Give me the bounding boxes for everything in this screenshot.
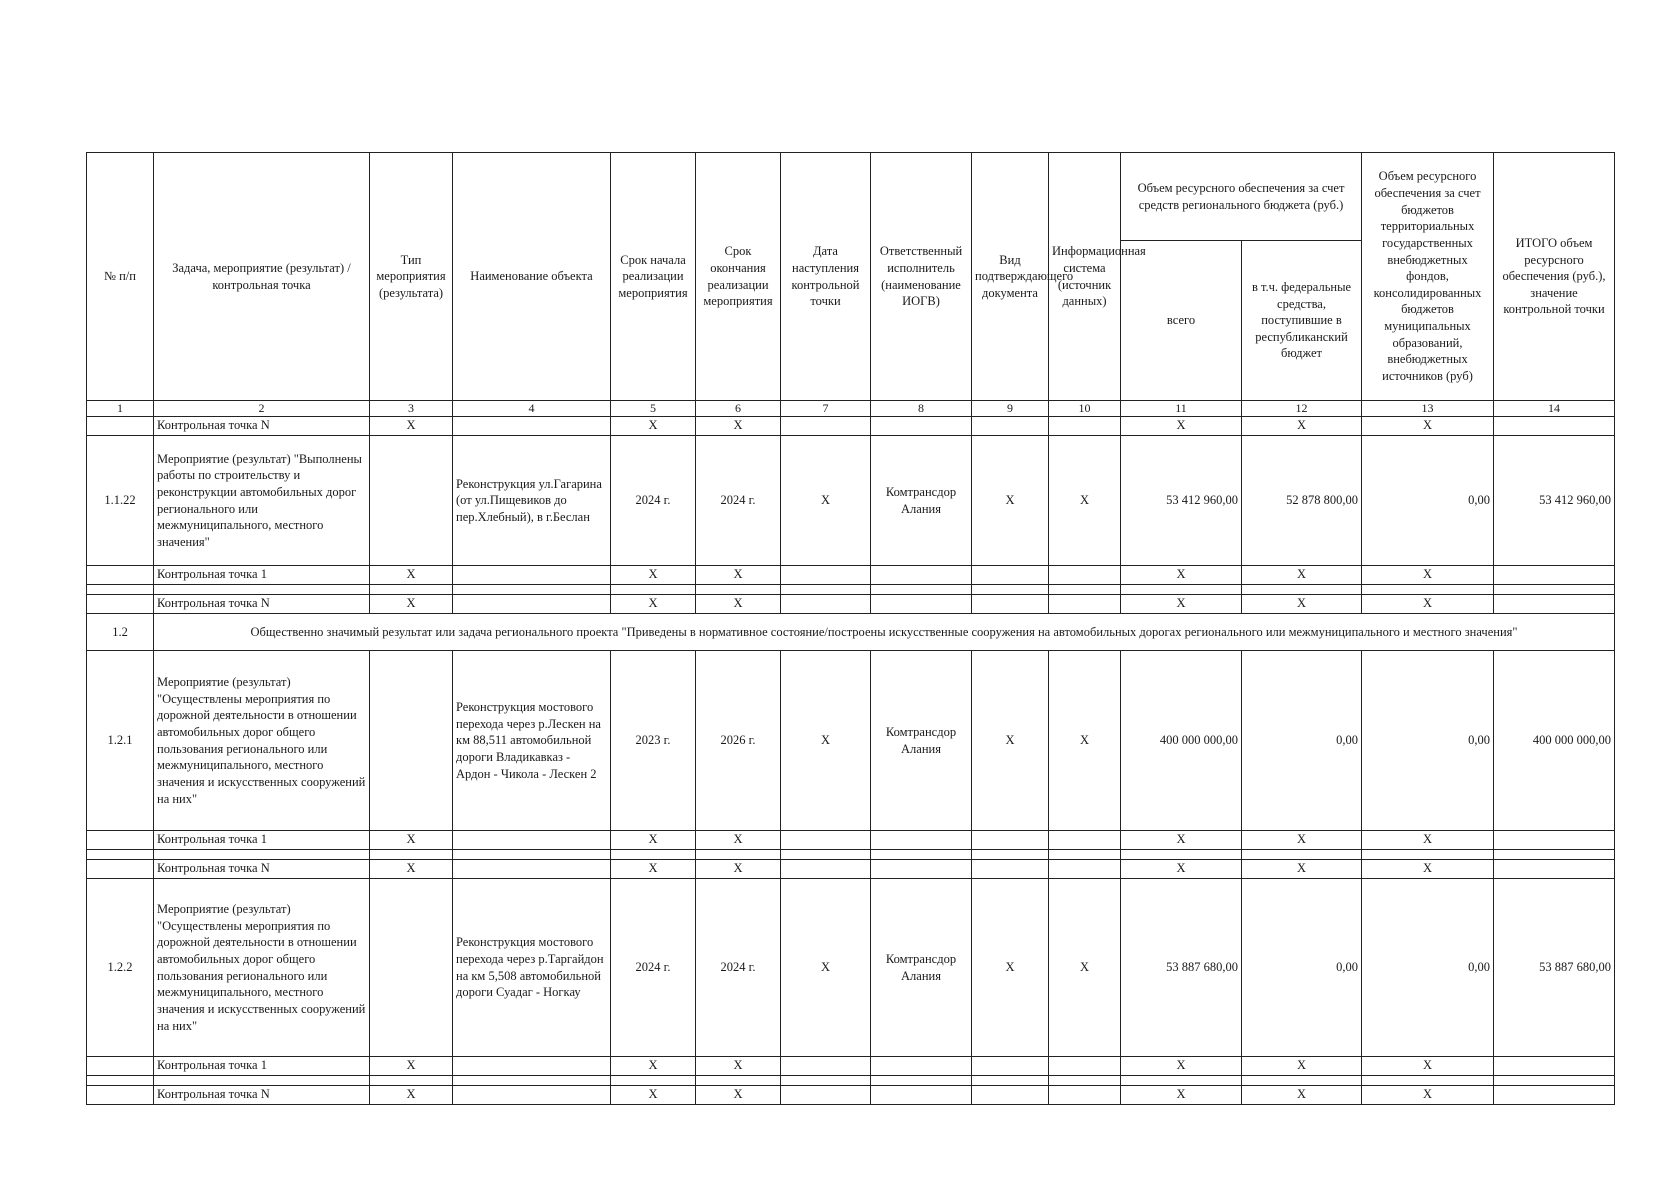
x-mark: X bbox=[1362, 860, 1494, 879]
control-point-label: Контрольная точка N bbox=[154, 595, 370, 614]
header-col3: Тип мероприятия (результата) bbox=[370, 153, 453, 401]
control-point-label: Контрольная точка N bbox=[154, 860, 370, 879]
empty-cell bbox=[1049, 1086, 1121, 1105]
itogo-amount: 53 887 680,00 bbox=[1494, 879, 1615, 1057]
empty-cell bbox=[1049, 1057, 1121, 1076]
control-point-row bbox=[87, 1086, 1615, 1105]
x-mark: X bbox=[370, 1057, 453, 1076]
empty-cell bbox=[370, 879, 453, 1057]
control-point-label: Контрольная точка N bbox=[154, 1086, 370, 1105]
col-number: 9 bbox=[972, 401, 1049, 417]
col-number: 7 bbox=[781, 401, 871, 417]
x-mark: X bbox=[611, 595, 696, 614]
empty-cell bbox=[370, 436, 453, 566]
empty-cell bbox=[1494, 1086, 1615, 1105]
empty-cell bbox=[1049, 595, 1121, 614]
other-amount: 0,00 bbox=[1362, 651, 1494, 831]
x-mark: X bbox=[696, 595, 781, 614]
empty-cell bbox=[1494, 860, 1615, 879]
col-number: 6 bbox=[696, 401, 781, 417]
empty-cell bbox=[781, 1057, 871, 1076]
object-name: Реконструкция мостового перехода через р.Лескен на км 88,511 автомобильной дороги Владикавказ - Ардон - Чикола - Лескен 2 bbox=[453, 651, 611, 831]
header-col4: Наименование объекта bbox=[453, 153, 611, 401]
empty-cell bbox=[1494, 417, 1615, 436]
empty-cell bbox=[972, 417, 1049, 436]
control-point-label: Контрольная точка 1 bbox=[154, 566, 370, 585]
empty-cell bbox=[453, 566, 611, 585]
control-point-row bbox=[87, 1057, 1615, 1076]
x-mark: X bbox=[1242, 1086, 1362, 1105]
section-number: 1.2 bbox=[87, 614, 154, 651]
x-mark: X bbox=[611, 1086, 696, 1105]
empty-cell bbox=[453, 1086, 611, 1105]
x-mark: X bbox=[781, 436, 871, 566]
x-mark: X bbox=[1049, 436, 1121, 566]
col-number: 8 bbox=[871, 401, 972, 417]
control-point-row bbox=[87, 860, 1615, 879]
empty-cell bbox=[1049, 417, 1121, 436]
control-point-label: Контрольная точка 1 bbox=[154, 1057, 370, 1076]
spacer-row bbox=[87, 585, 1615, 595]
empty-cell bbox=[972, 595, 1049, 614]
empty-cell bbox=[87, 566, 154, 585]
header-col12: в т.ч. федеральные средства, поступившие в республиканский бюджет bbox=[1242, 241, 1362, 401]
x-mark: X bbox=[1242, 595, 1362, 614]
header-col1: № п/п bbox=[87, 153, 154, 401]
total-amount: 400 000 000,00 bbox=[1121, 651, 1242, 831]
federal-amount: 0,00 bbox=[1242, 651, 1362, 831]
empty-cell bbox=[871, 831, 972, 850]
empty-cell bbox=[972, 860, 1049, 879]
header-col13: Объем ресурсного обеспечения за счет бюджетов территориальных государственных внебюджетных фондов, консолидированных бюджетов муниципальных образований, внебюджетных источников (руб) bbox=[1362, 153, 1494, 401]
x-mark: X bbox=[696, 860, 781, 879]
x-mark: X bbox=[1242, 1057, 1362, 1076]
empty-cell bbox=[87, 595, 154, 614]
task-text: Мероприятие (результат) "Осуществлены мероприятия по дорожной деятельности в отношении автомобильных дорог общего пользования регионального или межмуниципального, местного значения и искусственных сооружений на них" bbox=[154, 879, 370, 1057]
x-mark: X bbox=[696, 417, 781, 436]
resource-table bbox=[86, 152, 1615, 1105]
x-mark: X bbox=[1242, 831, 1362, 850]
x-mark: X bbox=[972, 651, 1049, 831]
row-number: 1.1.22 bbox=[87, 436, 154, 566]
control-point-row bbox=[87, 566, 1615, 585]
control-point-label: Контрольная точка N bbox=[154, 417, 370, 436]
column-number-row bbox=[87, 401, 1615, 417]
x-mark: X bbox=[1362, 1086, 1494, 1105]
x-mark: X bbox=[696, 566, 781, 585]
x-mark: X bbox=[1121, 595, 1242, 614]
empty-cell bbox=[781, 860, 871, 879]
x-mark: X bbox=[370, 860, 453, 879]
empty-cell bbox=[1049, 566, 1121, 585]
empty-cell bbox=[453, 595, 611, 614]
empty-cell bbox=[1049, 860, 1121, 879]
x-mark: X bbox=[972, 436, 1049, 566]
col-number: 14 bbox=[1494, 401, 1615, 417]
control-point-row bbox=[87, 417, 1615, 436]
control-point-label: Контрольная точка 1 bbox=[154, 831, 370, 850]
empty-cell bbox=[453, 1057, 611, 1076]
federal-amount: 52 878 800,00 bbox=[1242, 436, 1362, 566]
end-date: 2024 г. bbox=[696, 436, 781, 566]
header-col8: Ответственный исполнитель (наименование ИОГВ) bbox=[871, 153, 972, 401]
x-mark: X bbox=[1362, 417, 1494, 436]
x-mark: X bbox=[1242, 566, 1362, 585]
empty-cell bbox=[1494, 566, 1615, 585]
table-row bbox=[87, 436, 1615, 566]
other-amount: 0,00 bbox=[1362, 436, 1494, 566]
other-amount: 0,00 bbox=[1362, 879, 1494, 1057]
empty-cell bbox=[781, 417, 871, 436]
federal-amount: 0,00 bbox=[1242, 879, 1362, 1057]
table-row bbox=[87, 879, 1615, 1057]
section-title: Общественно значимый результат или задача регионального проекта "Приведены в нормативное состояние/построены искусственные сооружения на автомобильных дорогах регионального или межмуниципального и местного значения" bbox=[154, 614, 1615, 651]
x-mark: X bbox=[781, 651, 871, 831]
x-mark: X bbox=[1242, 860, 1362, 879]
empty-cell bbox=[781, 595, 871, 614]
header-col14: ИТОГО объем ресурсного обеспечения (руб.), значение контрольной точки bbox=[1494, 153, 1615, 401]
executor: Комтрансдор Алания bbox=[871, 436, 972, 566]
header-col10: Информационная система (источник данных) bbox=[1049, 153, 1121, 401]
empty-cell bbox=[87, 1057, 154, 1076]
empty-cell bbox=[781, 831, 871, 850]
x-mark: X bbox=[611, 860, 696, 879]
executor: Комтрансдор Алания bbox=[871, 879, 972, 1057]
x-mark: X bbox=[370, 417, 453, 436]
task-text: Мероприятие (результат) "Осуществлены мероприятия по дорожной деятельности в отношении автомобильных дорог общего пользования регионального или межмуниципального, местного значения и искусственных сооружений на них" bbox=[154, 651, 370, 831]
col-number: 10 bbox=[1049, 401, 1121, 417]
row-number: 1.2.2 bbox=[87, 879, 154, 1057]
x-mark: X bbox=[370, 595, 453, 614]
start-date: 2024 г. bbox=[611, 879, 696, 1057]
empty-cell bbox=[781, 1086, 871, 1105]
col-number: 11 bbox=[1121, 401, 1242, 417]
object-name: Реконструкция мостового перехода через р.Таргайдон на км 5,508 автомобильной дороги Суадаг - Ногкау bbox=[453, 879, 611, 1057]
header-col2: Задача, мероприятие (результат) / контрольная точка bbox=[154, 153, 370, 401]
col-number: 4 bbox=[453, 401, 611, 417]
x-mark: X bbox=[1121, 566, 1242, 585]
x-mark: X bbox=[611, 831, 696, 850]
x-mark: X bbox=[1242, 417, 1362, 436]
col-number: 1 bbox=[87, 401, 154, 417]
x-mark: X bbox=[781, 879, 871, 1057]
x-mark: X bbox=[1121, 860, 1242, 879]
total-amount: 53 887 680,00 bbox=[1121, 879, 1242, 1057]
col-number: 2 bbox=[154, 401, 370, 417]
start-date: 2023 г. bbox=[611, 651, 696, 831]
spacer-row bbox=[87, 1076, 1615, 1086]
empty-cell bbox=[972, 831, 1049, 850]
empty-cell bbox=[87, 860, 154, 879]
object-name: Реконструкция ул.Гагарина (от ул.Пищевиков до пер.Хлебный), в г.Беслан bbox=[453, 436, 611, 566]
section-row bbox=[87, 614, 1615, 651]
col-number: 13 bbox=[1362, 401, 1494, 417]
x-mark: X bbox=[1362, 831, 1494, 850]
x-mark: X bbox=[611, 417, 696, 436]
start-date: 2024 г. bbox=[611, 436, 696, 566]
x-mark: X bbox=[696, 831, 781, 850]
x-mark: X bbox=[1362, 566, 1494, 585]
empty-cell bbox=[871, 595, 972, 614]
col-number: 5 bbox=[611, 401, 696, 417]
empty-cell bbox=[370, 651, 453, 831]
empty-cell bbox=[871, 1086, 972, 1105]
empty-cell bbox=[871, 566, 972, 585]
row-number: 1.2.1 bbox=[87, 651, 154, 831]
col-number: 12 bbox=[1242, 401, 1362, 417]
x-mark: X bbox=[1121, 1057, 1242, 1076]
header-col9: Вид подтверждающего документа bbox=[972, 153, 1049, 401]
x-mark: X bbox=[370, 1086, 453, 1105]
x-mark: X bbox=[696, 1057, 781, 1076]
empty-cell bbox=[453, 860, 611, 879]
x-mark: X bbox=[1121, 1086, 1242, 1105]
itogo-amount: 53 412 960,00 bbox=[1494, 436, 1615, 566]
col-number: 3 bbox=[370, 401, 453, 417]
empty-cell bbox=[871, 1057, 972, 1076]
x-mark: X bbox=[1362, 1057, 1494, 1076]
empty-cell bbox=[453, 417, 611, 436]
x-mark: X bbox=[1121, 417, 1242, 436]
spacer-row bbox=[87, 850, 1615, 860]
itogo-amount: 400 000 000,00 bbox=[1494, 651, 1615, 831]
header-group-regional: Объем ресурсного обеспечения за счет средств регионального бюджета (руб.) bbox=[1121, 153, 1362, 241]
x-mark: X bbox=[1362, 595, 1494, 614]
header-col11: всего bbox=[1121, 241, 1242, 401]
x-mark: X bbox=[972, 879, 1049, 1057]
x-mark: X bbox=[370, 831, 453, 850]
control-point-row bbox=[87, 595, 1615, 614]
x-mark: X bbox=[370, 566, 453, 585]
header-row bbox=[87, 153, 1615, 241]
empty-cell bbox=[972, 1057, 1049, 1076]
empty-cell bbox=[871, 417, 972, 436]
x-mark: X bbox=[1049, 879, 1121, 1057]
empty-cell bbox=[453, 831, 611, 850]
task-text: Мероприятие (результат) "Выполнены работы по строительству и реконструкции автомобильных дорог регионального или межмуниципального, местного значения" bbox=[154, 436, 370, 566]
empty-cell bbox=[1049, 831, 1121, 850]
x-mark: X bbox=[611, 566, 696, 585]
x-mark: X bbox=[696, 1086, 781, 1105]
total-amount: 53 412 960,00 bbox=[1121, 436, 1242, 566]
executor: Комтрансдор Алания bbox=[871, 651, 972, 831]
empty-cell bbox=[87, 417, 154, 436]
empty-cell bbox=[1494, 595, 1615, 614]
empty-cell bbox=[1494, 1057, 1615, 1076]
end-date: 2024 г. bbox=[696, 879, 781, 1057]
end-date: 2026 г. bbox=[696, 651, 781, 831]
x-mark: X bbox=[1121, 831, 1242, 850]
empty-cell bbox=[972, 1086, 1049, 1105]
x-mark: X bbox=[611, 1057, 696, 1076]
empty-cell bbox=[1494, 831, 1615, 850]
header-col7: Дата наступления контрольной точки bbox=[781, 153, 871, 401]
empty-cell bbox=[871, 860, 972, 879]
empty-cell bbox=[87, 1086, 154, 1105]
x-mark: X bbox=[1049, 651, 1121, 831]
table-row bbox=[87, 651, 1615, 831]
control-point-row bbox=[87, 831, 1615, 850]
header-col6: Срок окончания реализации мероприятия bbox=[696, 153, 781, 401]
empty-cell bbox=[781, 566, 871, 585]
empty-cell bbox=[87, 831, 154, 850]
empty-cell bbox=[972, 566, 1049, 585]
header-col5: Срок начала реализации мероприятия bbox=[611, 153, 696, 401]
